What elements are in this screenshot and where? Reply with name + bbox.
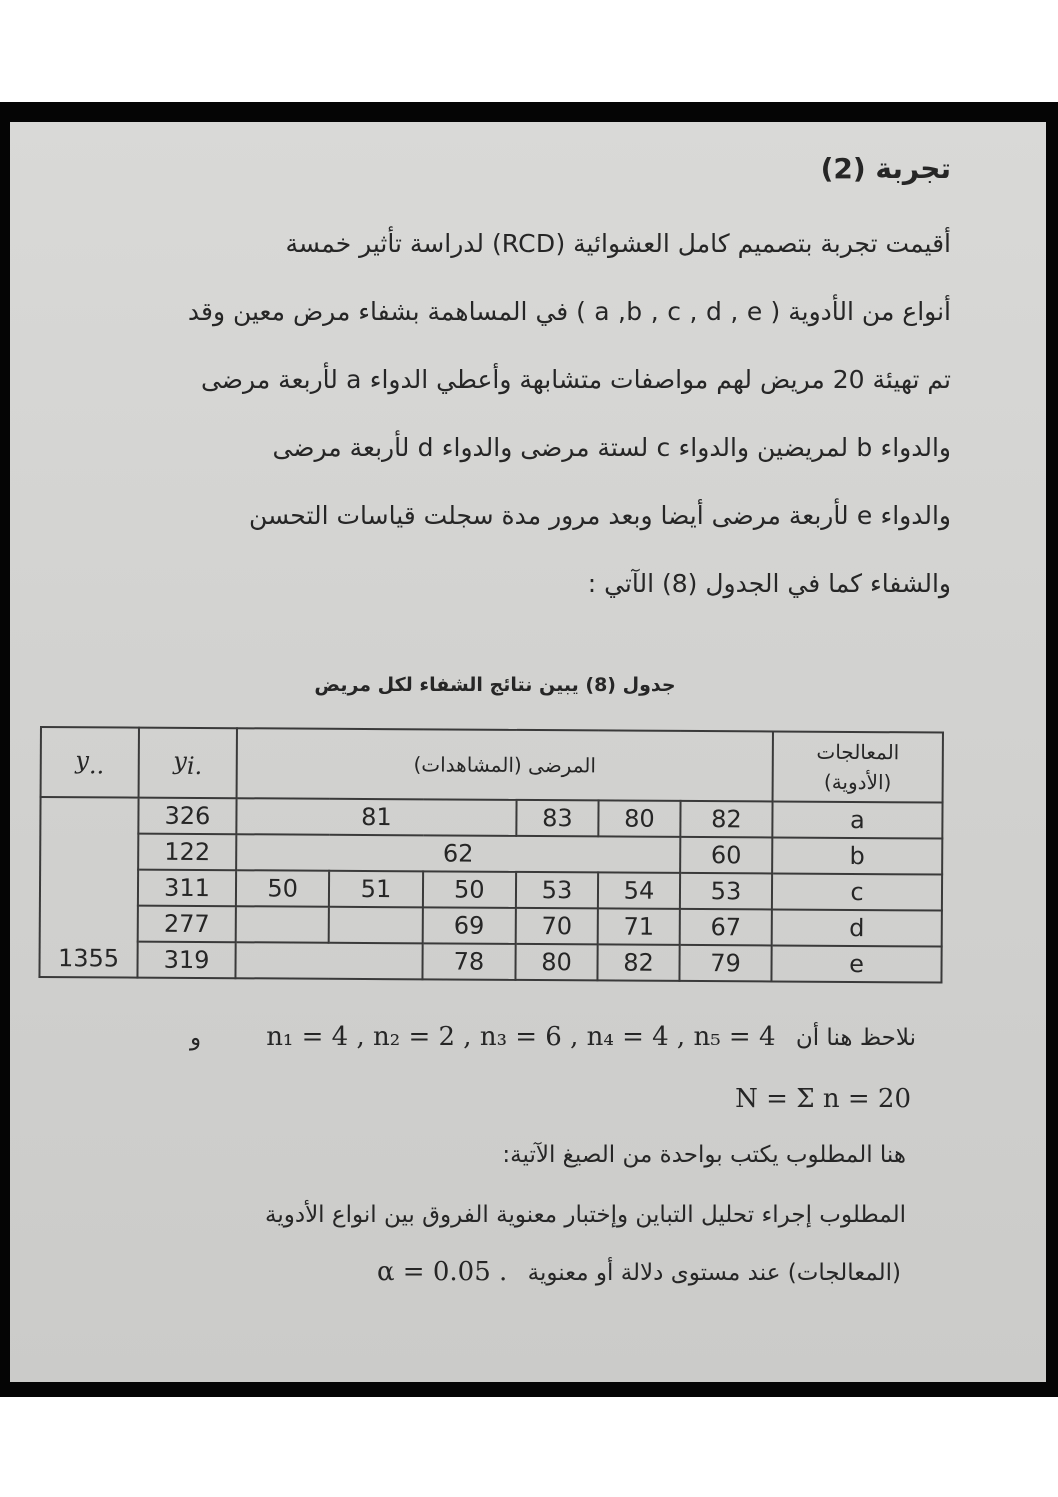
table-row	[39, 941, 941, 983]
treatment-label: b	[772, 837, 942, 874]
paragraph-line: تم تهيئة 20 مريض لهم مواصفات متشابهة وأعطي الدواء a لأربعة مرضى	[200, 365, 951, 394]
row-total-cell: 326	[138, 798, 236, 835]
page-title: تجربة (2)	[820, 152, 951, 185]
alpha-formula: α = 0.05 .	[376, 1257, 508, 1287]
observation-cell: 67	[680, 909, 772, 946]
observation-cell: 50	[236, 870, 330, 907]
grand-total-cell: 1355	[39, 797, 138, 978]
treatment-label: c	[772, 873, 942, 910]
observation-cell: 78	[422, 943, 516, 980]
sample-sizes-formula: n₁ = 4 , n₂ = 2 , n₃ = 6 , n₄ = 4 , n₅ = 4	[266, 1022, 776, 1052]
observation-cell: 53	[680, 873, 772, 910]
instruction-line: هنا المطلوب يكتب بواحدة من الصيغ الآتية:	[502, 1142, 906, 1168]
table-caption: جدول (8) يبين نتائج الشفاء لكل مريض	[314, 674, 676, 696]
document-page	[10, 122, 1046, 1382]
table-row	[40, 797, 942, 839]
paragraph-line: والشفاء كما في الجدول (8) الآتي :	[587, 569, 951, 598]
task-line: المطلوب إجراء تحليل التباين وإختبار معنوية الفروق بين انواع الأدوية	[264, 1202, 906, 1228]
table-row	[40, 869, 942, 911]
observation-cell: 83	[516, 800, 598, 837]
header-observations: المرضى (المشاهدات)	[237, 728, 773, 801]
problem-paragraph	[21, 210, 951, 618]
observation-cell: 50	[423, 871, 517, 908]
paragraph-line: أقيمت تجربة بتصميم كامل العشوائية (RCD) لدراسة تأثير خمسة	[285, 229, 951, 258]
observation-cell: 62	[236, 834, 680, 873]
observation-cell: 51	[329, 871, 423, 908]
observation-cell: 53	[516, 872, 598, 909]
observation-cell	[236, 906, 330, 943]
row-total-cell: 122	[138, 834, 236, 871]
row-total-cell: 319	[137, 942, 235, 979]
observation-cell: 80	[598, 800, 680, 837]
observation-cell: 60	[680, 837, 772, 874]
header-treatments: المعالجات (الأدوية)	[773, 731, 943, 802]
header-yi: $y_{i.}$	[139, 728, 237, 799]
header-ydotdot: $y_{..}$	[41, 727, 139, 798]
treatment-label: d	[772, 909, 942, 946]
paragraph-line: والدواء e لأربعة مرضى أيضا وبعد مرور مدة سجلت قياسات التحسن	[248, 501, 951, 530]
observation-cell: 80	[515, 944, 597, 981]
observation-cell: 82	[597, 944, 679, 981]
results-table	[38, 726, 944, 984]
paragraph-line: أنواع من الأدوية ( a ,b , c , d , e ) في المساهمة بشفاء مرض معين وقد	[187, 297, 951, 326]
observation-cell: 54	[598, 872, 680, 909]
table-header-row	[41, 727, 943, 803]
observation-cell: 69	[422, 907, 516, 944]
sample-sizes-note: نلاحظ هنا أن n₁ = 4 , n₂ = 2 , n₃ = 6 , n₄ = 4 , n₅ = 4 و	[189, 1022, 916, 1052]
table-row	[40, 905, 942, 947]
observation-cell: 71	[598, 908, 680, 945]
observation-cell: 82	[680, 801, 772, 838]
observation-cell: 81	[236, 798, 516, 836]
observation-cell: 79	[679, 945, 771, 982]
row-total-cell: 277	[138, 906, 236, 943]
observation-cell	[329, 907, 423, 944]
significance-line: (المعالجات) عند مستوى دلالة أو معنوية α = 0.05 .	[376, 1257, 901, 1287]
treatment-label: e	[771, 945, 941, 982]
observation-cell	[235, 942, 422, 979]
total-n-formula: N = Σ n = 20	[735, 1084, 911, 1114]
paragraph-line: والدواء b لمريضين والدواء c لستة مرضى والدواء d لأربعة مرضى	[272, 433, 951, 462]
table-row	[40, 833, 942, 875]
row-total-cell: 311	[138, 870, 236, 907]
treatment-label: a	[772, 801, 942, 838]
observation-cell: 70	[516, 908, 598, 945]
